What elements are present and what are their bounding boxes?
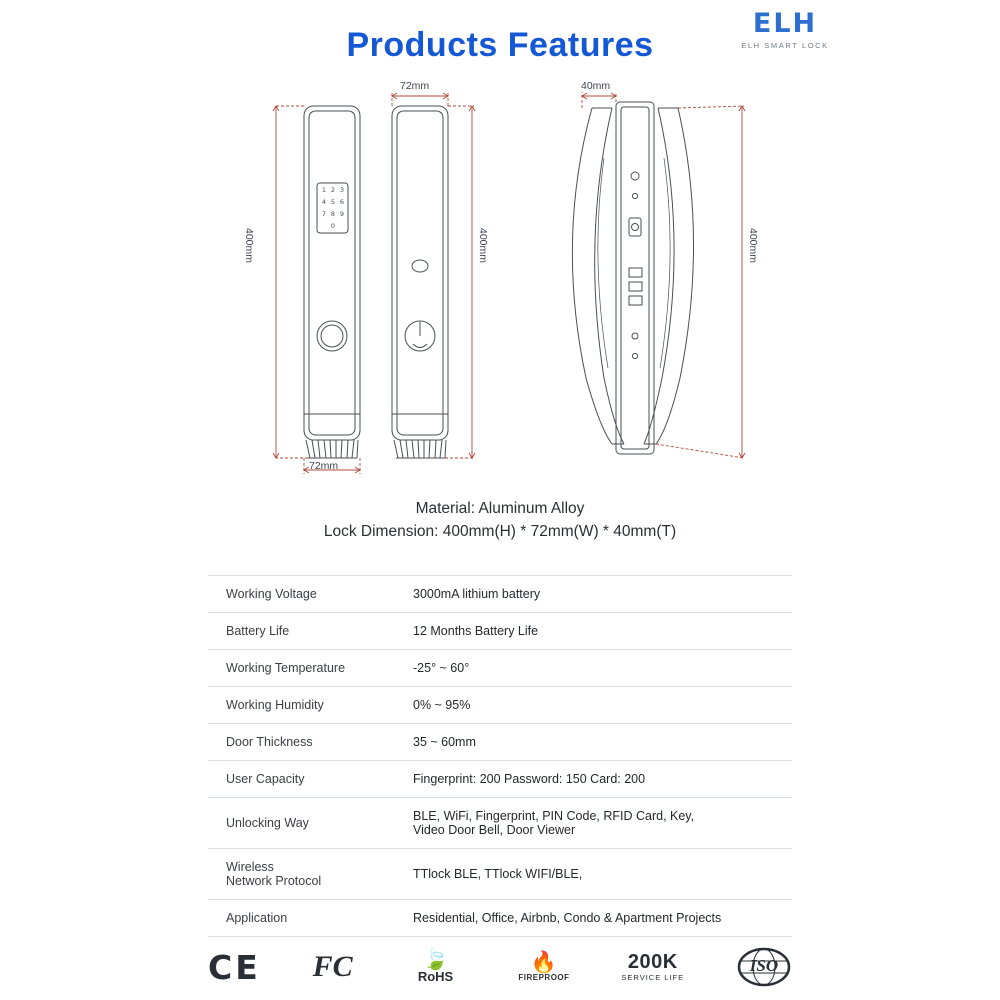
spec-value: 12 Months Battery Life <box>413 624 539 638</box>
iso-badge <box>736 947 792 987</box>
svg-text:3: 3 <box>339 186 345 194</box>
specifications-table <box>208 575 792 937</box>
spec-label <box>208 849 395 900</box>
spec-value-line1: BLE, WiFi, Fingerprint, PIN Code, RFID Card, Key, <box>413 809 695 823</box>
page-title: Products Features <box>346 26 654 64</box>
flame-icon: 🔥 <box>530 950 558 974</box>
spec-value: Fingerprint: 200 Password: 150 Card: 200 <box>413 772 646 786</box>
spec-label-line2: Network Protocol <box>226 874 322 888</box>
spec-label: Working Voltage <box>226 587 317 601</box>
svg-text:2: 2 <box>330 186 336 194</box>
spec-label: User Capacity <box>226 772 305 786</box>
spec-value-line2: Video Door Bell, Door Viewer <box>413 823 576 837</box>
dim-front-height: 400mm <box>243 228 255 264</box>
svg-text:4: 4 <box>321 198 327 206</box>
table-row <box>208 650 792 687</box>
spec-label: Working Humidity <box>226 698 324 712</box>
brand-logo-subtitle: ELH SMART LOCK <box>741 41 829 50</box>
table-row <box>208 900 792 937</box>
ce-icon: CE <box>208 947 261 987</box>
svg-text:6: 6 <box>339 198 345 206</box>
lock-dimension-line: Lock Dimension: 400mm(H) * 72mm(W) * 40mm(T) <box>323 523 677 540</box>
svg-text:7: 7 <box>321 210 327 218</box>
certification-badges <box>208 942 792 992</box>
spec-value: TTlock BLE, TTlock WIFI/BLE, <box>413 867 583 881</box>
keypad-digits <box>322 186 344 230</box>
spec-label: Application <box>226 911 288 925</box>
spec-value <box>395 798 792 849</box>
table-row <box>208 761 792 798</box>
brand-logo <box>725 10 845 50</box>
material-line: Material: Aluminum Alloy <box>415 500 585 517</box>
fireproof-badge <box>518 950 570 982</box>
dim-side-height: 400mm <box>477 228 489 264</box>
service-life-label: SERVICE LIFE <box>621 973 685 982</box>
table-row <box>208 798 792 849</box>
spec-value: 3000mA lithium battery <box>413 587 541 601</box>
spec-label: Working Temperature <box>226 661 346 675</box>
dim-back-height: 400mm <box>747 228 759 264</box>
spec-label: Battery Life <box>226 624 290 638</box>
fireproof-label: FIREPROOF <box>518 972 570 982</box>
spec-label-line1: Wireless <box>226 860 274 874</box>
spec-value: 35 ~ 60mm <box>413 735 476 749</box>
iso-label: ISO <box>749 956 779 975</box>
dim-side-width-top: 72mm <box>400 80 430 92</box>
spec-label: Unlocking Way <box>226 816 309 830</box>
table-row <box>208 849 792 900</box>
table-row <box>208 724 792 761</box>
table-row <box>208 576 792 613</box>
svg-text:1: 1 <box>321 186 327 194</box>
service-life-badge <box>621 952 684 982</box>
svg-text:9: 9 <box>339 210 345 218</box>
ce-badge <box>208 948 261 987</box>
svg-text:5: 5 <box>330 198 336 206</box>
product-drawing-svg <box>200 78 820 478</box>
svg-text:0: 0 <box>330 222 336 230</box>
rohs-label: RoHS <box>417 968 454 984</box>
leaf-icon: 🍃 <box>422 947 449 971</box>
service-life-count: 200K <box>627 951 678 973</box>
spec-label: Door Thickness <box>226 735 313 749</box>
spec-value: -25° ~ 60° <box>413 661 470 675</box>
table-row <box>208 687 792 724</box>
svg-text:8: 8 <box>330 210 336 218</box>
dim-front-width-bottom: 72mm <box>309 460 339 472</box>
brand-logo-mark: ELH <box>752 8 818 39</box>
fcc-badge <box>313 950 353 984</box>
table-row <box>208 613 792 650</box>
spec-value: Residential, Office, Airbnb, Condo & Apartment Projects <box>413 911 722 925</box>
material-info <box>0 497 1000 543</box>
rohs-badge <box>405 947 467 984</box>
product-drawing <box>200 78 820 478</box>
dim-back-width-top: 40mm <box>581 80 611 92</box>
fcc-icon: FC <box>312 950 353 983</box>
spec-value: 0% ~ 95% <box>413 698 471 712</box>
